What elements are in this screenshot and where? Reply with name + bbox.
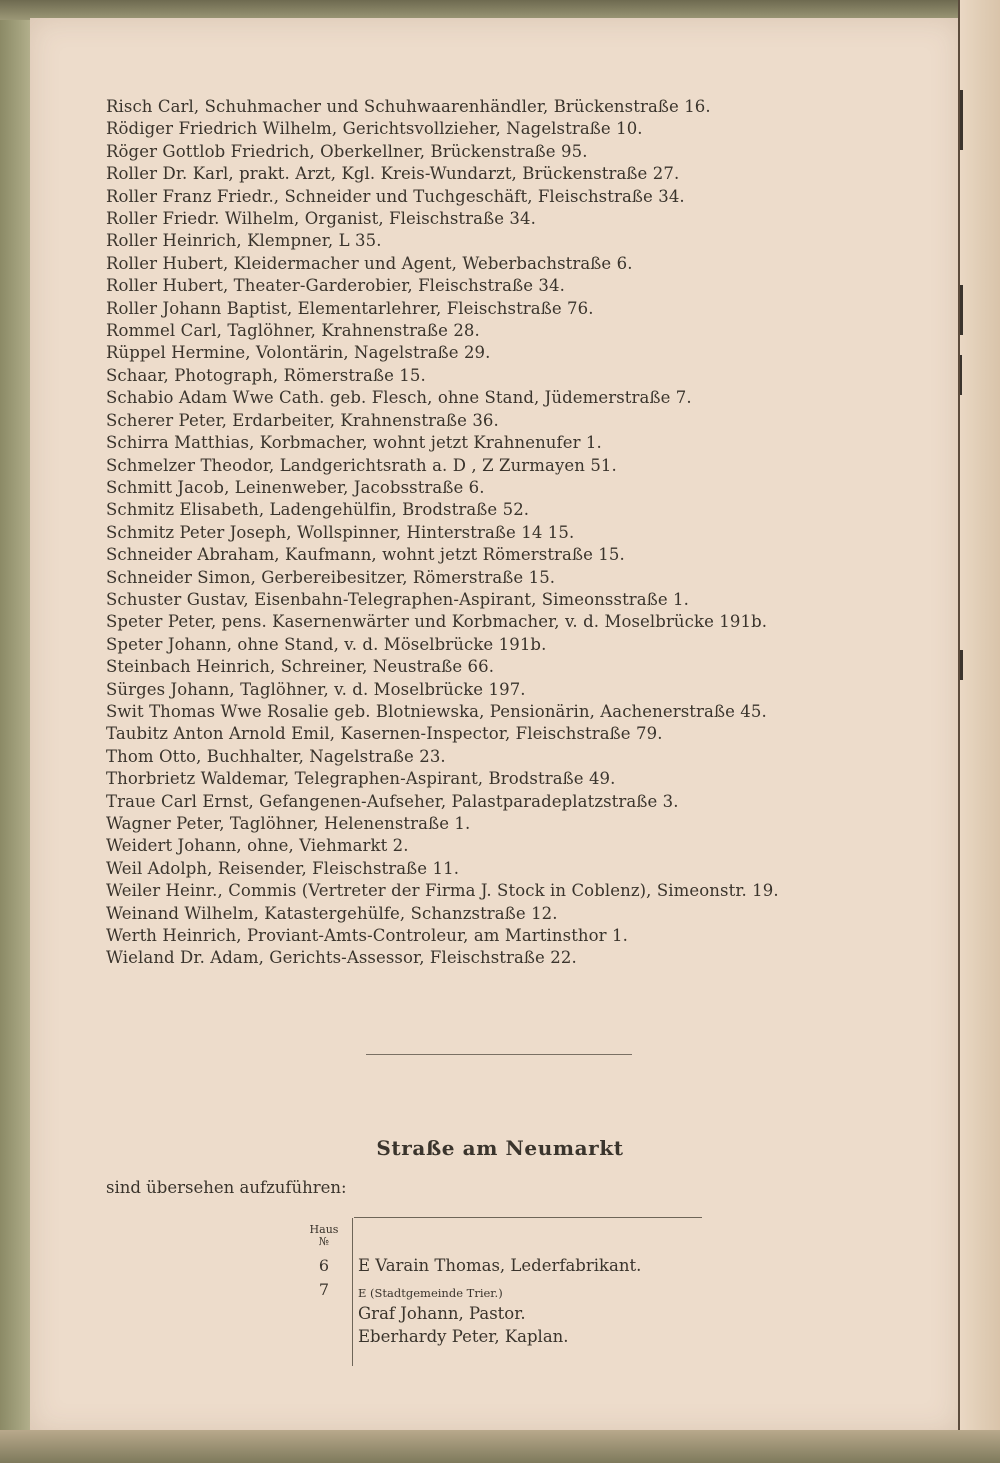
entry: Weidert Johann, ohne, Viehmarkt 2. xyxy=(106,836,409,856)
entry: Speter Johann, ohne Stand, v. d. Möselbrücke 191b. xyxy=(106,634,547,654)
header-line-haus: Haus xyxy=(309,1223,339,1236)
entry: Scherer Peter, Erdarbeiter, Krahnenstraße 36. xyxy=(106,410,499,430)
entry: Weinand Wilhelm, Katastergehülfe, Schanzstraße 12. xyxy=(106,903,558,923)
table-top-rule xyxy=(354,1217,702,1218)
entry: Wieland Dr. Adam, Gerichts-Assessor, Fleischstraße 22. xyxy=(106,948,577,968)
entry: Schaar, Photograph, Römerstraße 15. xyxy=(106,365,426,385)
house-entry: Graf Johann, Pastor. xyxy=(358,1304,526,1323)
section-divider xyxy=(366,1054,632,1055)
entry: Rommel Carl, Taglöhner, Krahnenstraße 28. xyxy=(106,321,480,341)
entry: Schneider Abraham, Kaufmann, wohnt jetzt Römerstraße 15. xyxy=(106,545,625,565)
entry: Schabio Adam Wwe Cath. geb. Flesch, ohne Stand, Jüdemerstraße 7. xyxy=(106,388,692,408)
entry: Steinbach Heinrich, Schreiner, Neustraße 66. xyxy=(106,657,495,677)
entry: Röger Gottlob Friedrich, Oberkellner, Brückenstraße 95. xyxy=(106,141,588,161)
entry: Rödiger Friedrich Wilhelm, Gerichtsvollzieher, Nagelstraße 10. xyxy=(106,119,643,139)
entry: Schmelzer Theodor, Landgerichtsrath a. D , Z Zurmayen 51. xyxy=(106,455,617,475)
entry: Speter Peter, pens. Kasernenwärter und Korbmacher, v. d. Moselbrücke 191b. xyxy=(106,612,768,632)
entry: Weil Adolph, Reisender, Fleischstraße 11. xyxy=(106,858,460,878)
entry: Roller Hubert, Kleidermacher und Agent, Weberbachstraße 6. xyxy=(106,253,633,273)
entry: Taubitz Anton Arnold Emil, Kasernen-Inspector, Fleischstraße 79. xyxy=(106,724,663,744)
entry: Schmitz Elisabeth, Ladengehülfin, Brodstraße 52. xyxy=(106,500,530,520)
entry: Risch Carl, Schuhmacher und Schuhwaarenhändler, Brückenstraße 16. xyxy=(106,97,711,116)
entry: Weiler Heinr., Commis (Vertreter der Firma J. Stock in Coblenz), Simeonstr. 19. xyxy=(106,881,779,901)
table-column-rule xyxy=(352,1218,353,1366)
house-entry: E (Stadtgemeinde Trier.) xyxy=(358,1286,503,1300)
entry: Schmitt Jacob, Leinenweber, Jacobsstraße 6. xyxy=(106,477,485,497)
entry: Traue Carl Ernst, Gefangenen-Aufseher, Palastparadeplatzstraße 3. xyxy=(106,791,679,811)
entry: Roller Dr. Karl, prakt. Arzt, Kgl. Kreis-Wundarzt, Brückenstraße 27. xyxy=(106,164,680,184)
entry: Thom Otto, Buchhalter, Nagelstraße 23. xyxy=(106,746,446,766)
section-intro: sind übersehen aufzuführen: xyxy=(106,1178,347,1197)
book-top-edge xyxy=(0,0,1000,20)
book-right-edge xyxy=(958,0,1000,1463)
entry: Rüppel Hermine, Volontärin, Nagelstraße 29. xyxy=(106,343,491,363)
address-entries xyxy=(106,96,926,970)
entry: Schirra Matthias, Korbmacher, wohnt jetzt Krahnenufer 1. xyxy=(106,433,602,453)
entry: Roller Johann Baptist, Elementarlehrer, Fleischstraße 76. xyxy=(106,298,594,318)
header-line-nr: № xyxy=(318,1235,330,1248)
house-entry: Eberhardy Peter, Kaplan. xyxy=(358,1327,569,1346)
entry: Schuster Gustav, Eisenbahn-Telegraphen-Aspirant, Simeonsstraße 1. xyxy=(106,589,689,609)
house-number: 7 xyxy=(318,1280,330,1299)
entry: Sürges Johann, Taglöhner, v. d. Moselbrücke 197. xyxy=(106,679,526,699)
entry: Schneider Simon, Gerbereibesitzer, Römerstraße 15. xyxy=(106,567,556,587)
entry: Roller Heinrich, Klempner, L 35. xyxy=(106,231,382,251)
entry: Roller Franz Friedr., Schneider und Tuchgeschäft, Fleischstraße 34. xyxy=(106,186,685,206)
entry: Roller Friedr. Wilhelm, Organist, Fleischstraße 34. xyxy=(106,209,536,229)
house-entry: E Varain Thomas, Lederfabrikant. xyxy=(358,1256,642,1275)
entry: Wagner Peter, Taglöhner, Helenenstraße 1. xyxy=(106,814,471,833)
house-number: 6 xyxy=(318,1256,330,1275)
entry: Werth Heinrich, Proviant-Amts-Controleur, am Martinsthor 1. xyxy=(106,926,628,946)
entry: Thorbrietz Waldemar, Telegraphen-Aspirant, Brodstraße 49. xyxy=(106,769,616,789)
entry: Schmitz Peter Joseph, Wollspinner, Hinterstraße 14 15. xyxy=(106,522,575,542)
section-title: Straße am Neumarkt xyxy=(376,1136,624,1160)
entry: Swit Thomas Wwe Rosalie geb. Blotniewska, Pensionärin, Aachenerstraße 45. xyxy=(106,701,767,721)
house-number-header xyxy=(300,1224,348,1248)
book-bottom-edge xyxy=(0,1430,1000,1463)
entry: Roller Hubert, Theater-Garderobier, Fleischstraße 34. xyxy=(106,276,565,296)
